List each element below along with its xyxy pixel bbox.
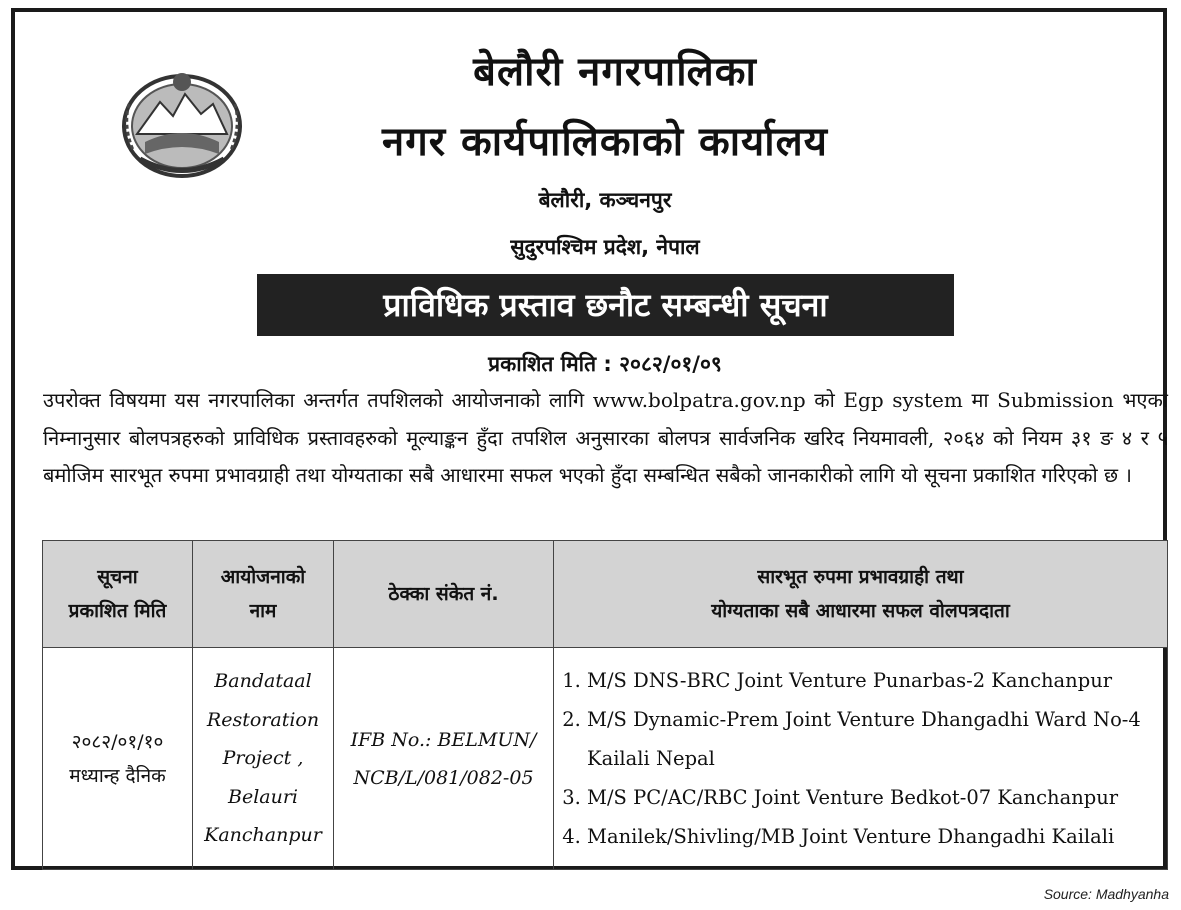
table-row bbox=[43, 648, 1168, 870]
list-item: 3. M/S PC/AC/RBC Joint Venture Bedkot-07 Kanchanpur bbox=[587, 778, 1157, 817]
published-date: प्रकाशित मिति : २०८२/०१/०९ bbox=[488, 352, 722, 376]
project-line-3: Project , bbox=[222, 747, 304, 770]
project-line-5: Kanchanpur bbox=[204, 824, 322, 847]
publish-date-value: २०८२/०१/१० bbox=[71, 730, 164, 753]
header-publish-date bbox=[43, 541, 193, 648]
municipality-name: बेलौरी नगरपालिका bbox=[473, 49, 757, 95]
notice-frame bbox=[11, 8, 1167, 870]
project-line-1: Bandataal bbox=[214, 670, 312, 693]
address-line-2: सुदुरपश्चिम प्रदेश, नेपाल bbox=[510, 235, 700, 259]
newspaper-name: मध्यान्ह दैनिक bbox=[69, 764, 166, 787]
list-item: 2. M/S Dynamic-Prem Joint Venture Dhangadhi Ward No-4 Kailali Nepal bbox=[587, 700, 1157, 778]
source-credit: Source: Madhyanha bbox=[1043, 886, 1169, 902]
address-line-1: बेलौरी, कञ्चनपुर bbox=[538, 188, 672, 212]
project-line-4: Belauri bbox=[227, 785, 298, 808]
header-publish-date-line1: सूचना bbox=[97, 566, 138, 588]
header-contract-number: ठेक्का संकेत नं. bbox=[334, 541, 554, 648]
notice-body: उपरोक्त विषयमा यस नगरपालिका अन्तर्गत तपशिलको आयोजनाको लागि www.bolpatra.gov.np को Egp system मा Submission भएका निम्नानुसार बोलपत्रहरुको प्राविधिक प्रस्तावहरुको मूल्याङ्कन हुँदा तपशिल अनुसारका बोलपत्र सार्वजनिक खरिद नियमावली, २०६४ को नियम ३१ ङ ४ र ५ बमोजिम सारभूत रुपमा प्रभावग्राही तथा योग्यताका सबै आधारमा सफल भएको हुँदा सम्बन्धित सबैको जानकारीको लागि यो सूचना प्रकाशित गरिएको छ । bbox=[43, 388, 1168, 487]
header-project-name-line2: नाम bbox=[249, 600, 277, 622]
cell-contract-number bbox=[334, 648, 554, 870]
cell-publish-date bbox=[43, 648, 193, 870]
ifb-line-2: NCB/L/081/082-05 bbox=[353, 766, 534, 789]
list-item: 1. M/S DNS-BRC Joint Venture Punarbas-2 Kanchanpur bbox=[587, 661, 1157, 700]
table-header-row bbox=[43, 541, 1168, 648]
header-project-name bbox=[193, 541, 334, 648]
list-item: 4. Manilek/Shivling/MB Joint Venture Dhangadhi Kailali bbox=[587, 817, 1157, 856]
header-publish-date-line2: प्रकाशित मिति bbox=[68, 600, 167, 622]
office-name: नगर कार्यपालिकाको कार्यालय bbox=[382, 119, 828, 165]
cell-project-name bbox=[193, 648, 334, 870]
header-bidders-line1: सारभूत रुपमा प्रभावग्राही तथा bbox=[757, 566, 964, 588]
bidders-list bbox=[559, 661, 1157, 856]
header-project-name-line1: आयोजनाको bbox=[220, 566, 306, 588]
project-line-2: Restoration bbox=[206, 708, 320, 731]
cell-successful-bidders bbox=[554, 648, 1168, 870]
bidders-table bbox=[42, 540, 1168, 870]
header-successful-bidders bbox=[554, 541, 1168, 648]
notice-title: प्राविधिक प्रस्ताव छनौट सम्बन्धी सूचना bbox=[257, 274, 954, 336]
ifb-line-1: IFB No.: BELMUN/ bbox=[350, 728, 537, 751]
nepal-government-emblem-icon bbox=[115, 64, 250, 184]
header-bidders-line2: योग्यताका सबै आधारमा सफल वोलपत्रदाता bbox=[711, 600, 1010, 622]
